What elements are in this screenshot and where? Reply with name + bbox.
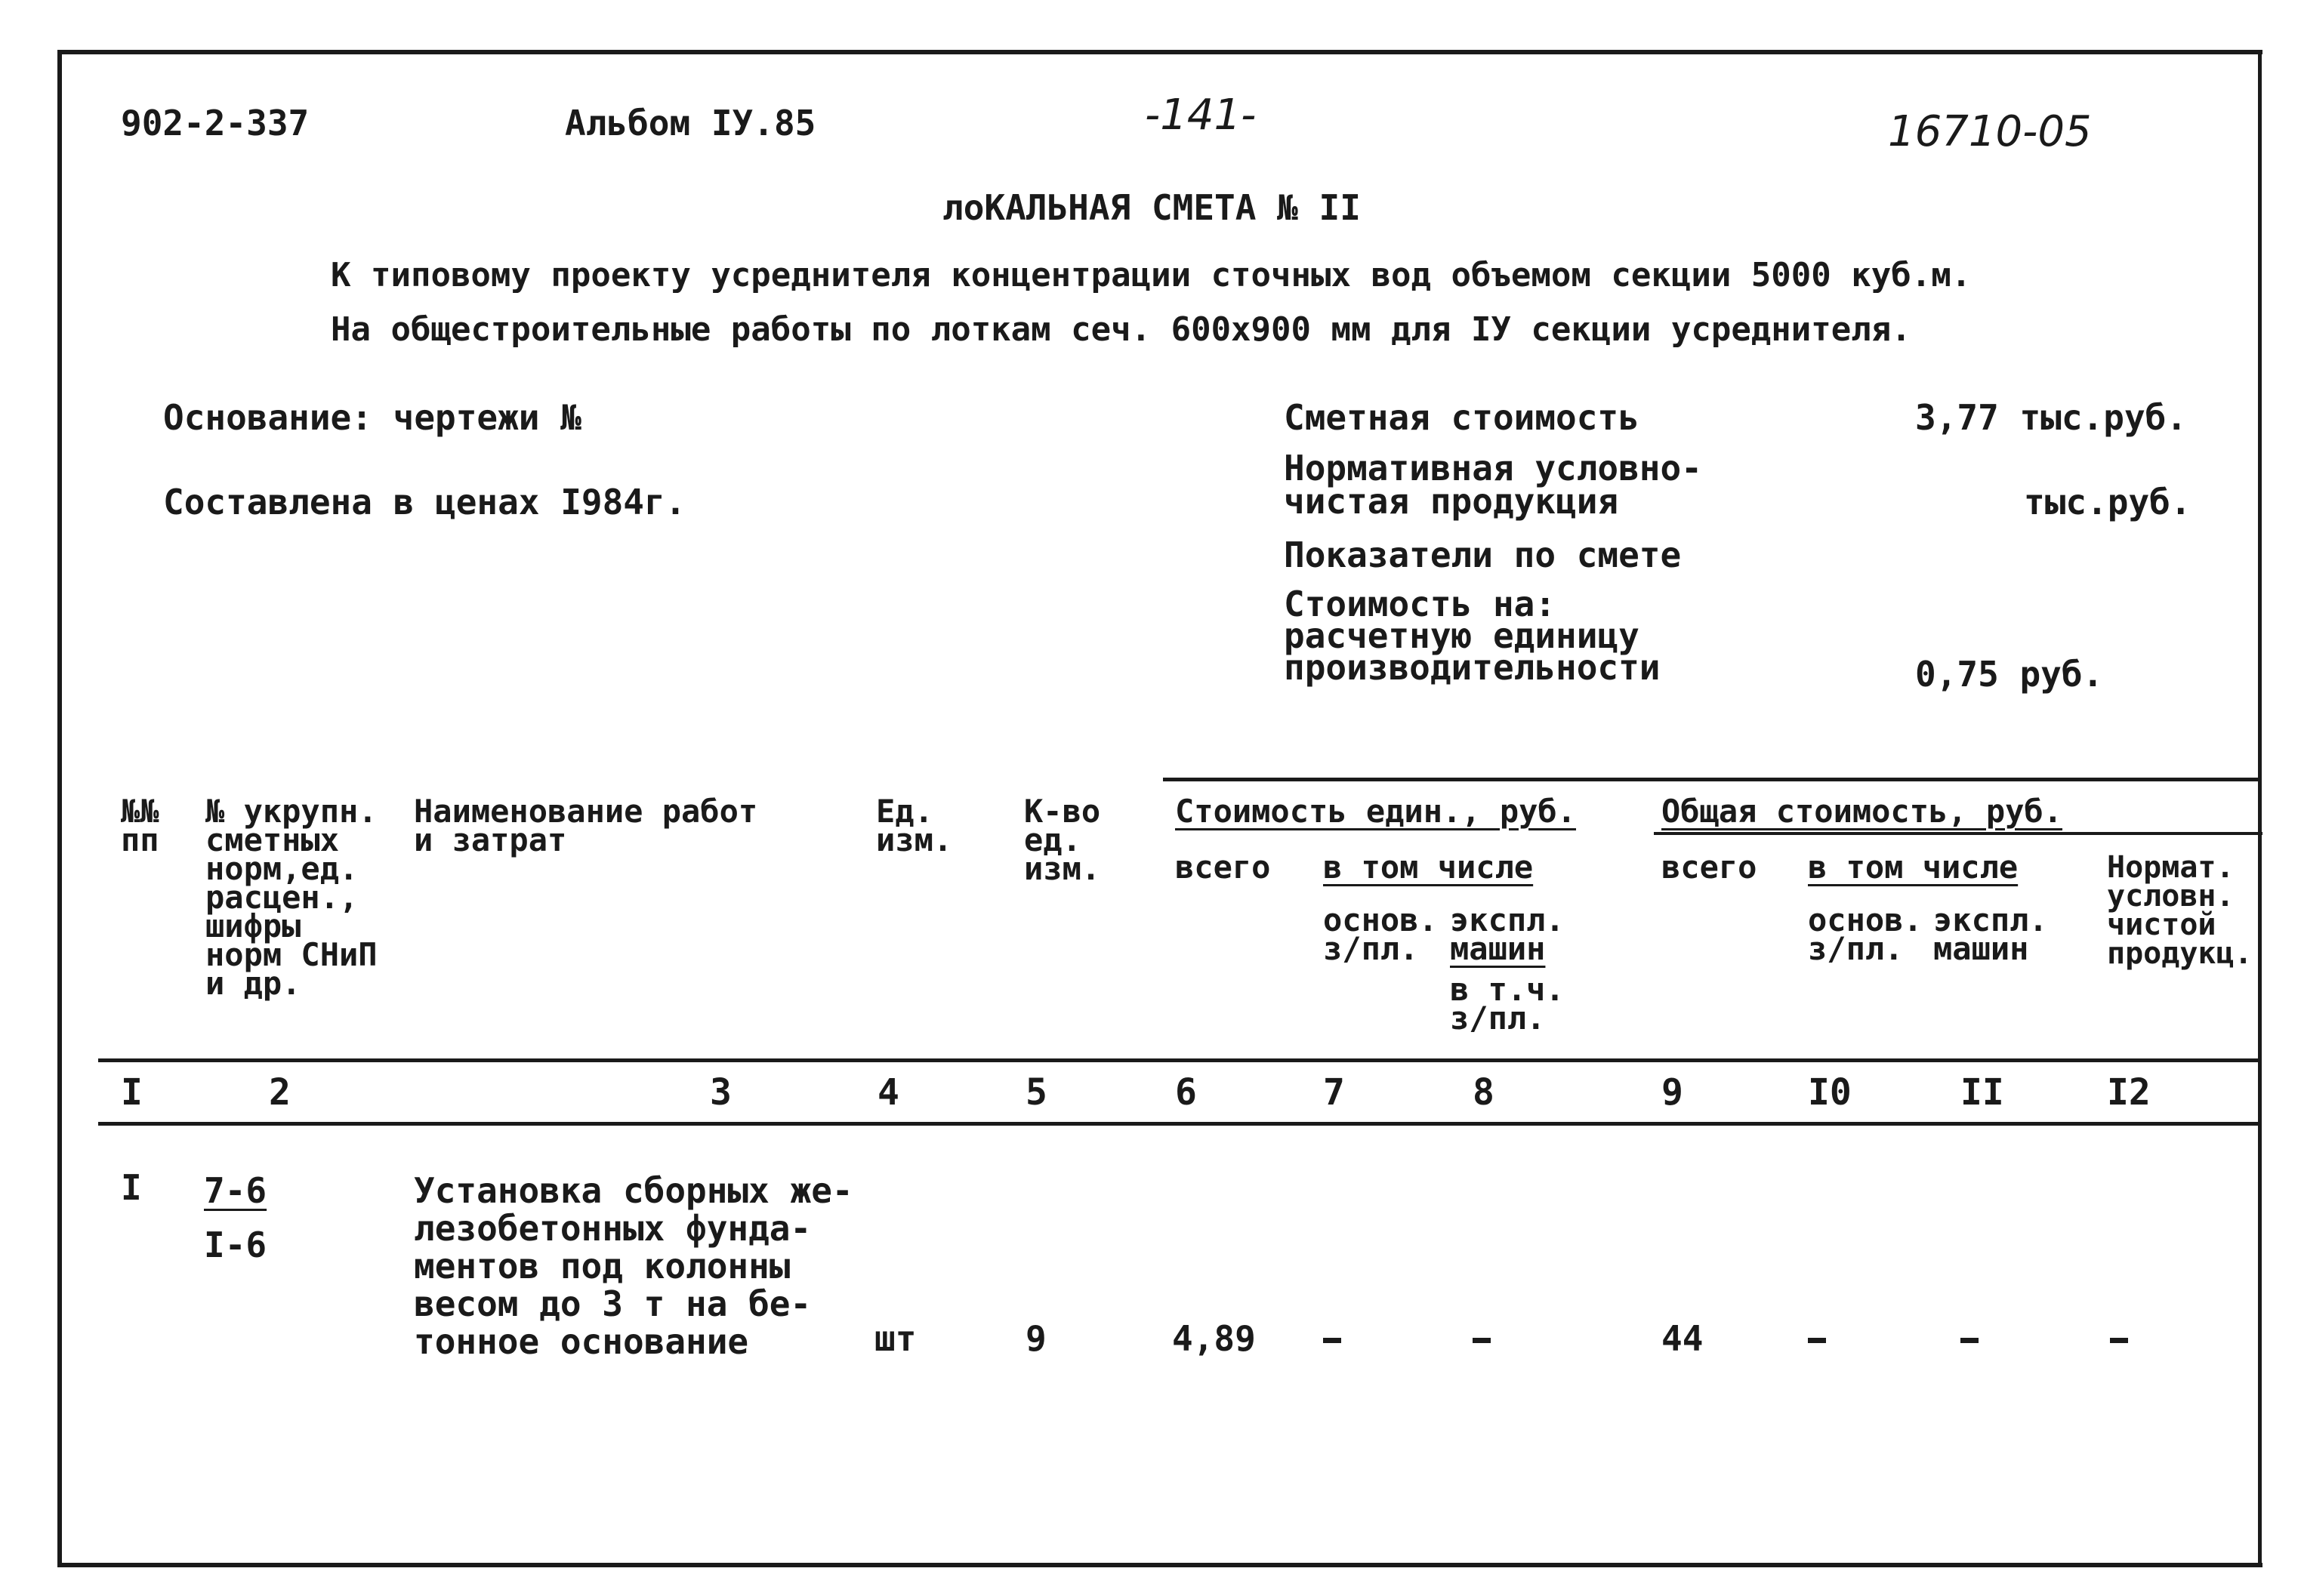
frame-right-border bbox=[2258, 50, 2262, 1567]
col-number-12: I2 bbox=[2107, 1071, 2151, 1114]
col-number-9: 9 bbox=[1661, 1071, 1683, 1114]
col-number-6: 6 bbox=[1175, 1071, 1197, 1114]
row-1-unit-machine-dash bbox=[1473, 1338, 1491, 1343]
header-quantity: К-во ед. изм. bbox=[1024, 793, 1101, 887]
header-unit-incl: в том числе bbox=[1323, 849, 1534, 886]
col-number-7: 7 bbox=[1323, 1071, 1345, 1114]
prices-label: Составлена в ценах I984г. bbox=[163, 482, 686, 522]
col-number-8: 8 bbox=[1473, 1071, 1494, 1114]
doc-code: 902-2-337 bbox=[121, 103, 310, 143]
stamp-number: 16710-05 bbox=[1888, 107, 2092, 156]
header-total-incl: в том числе bbox=[1808, 849, 2019, 886]
header-total-machine: экспл. машин bbox=[1933, 901, 2048, 967]
header-unit-machine-wage: в т.ч. з/пл. bbox=[1450, 971, 1565, 1037]
normative-value: тыс.руб. bbox=[2024, 482, 2192, 522]
unit-cost-label-3: производительности bbox=[1284, 647, 1661, 688]
album-label: Альбом IУ.85 bbox=[565, 103, 816, 143]
row-1-unit-base-dash bbox=[1323, 1338, 1341, 1343]
row-1-total: 44 bbox=[1661, 1318, 1704, 1359]
frame-top-border bbox=[57, 50, 2262, 54]
col-number-10: I0 bbox=[1808, 1071, 1852, 1114]
subtitle-line-1: К типовому проекту усреднителя концентрации сточных вод объемом секции 5000 куб.м. bbox=[331, 256, 1972, 294]
normative-label-1: Нормативная условно- bbox=[1284, 448, 1702, 488]
header-group-rule bbox=[1654, 832, 2262, 835]
header-unit-base-wage: основ. з/пл. bbox=[1323, 901, 1438, 967]
row-1-total-machine-dash bbox=[1960, 1338, 1979, 1343]
header-total-base-wage: основ. з/пл. bbox=[1808, 901, 1923, 967]
subtitle-line-2: На общестроительные работы по лоткам сеч. 600х900 мм для IУ секции усреднителя. bbox=[331, 310, 1911, 349]
header-unit-total: всего bbox=[1175, 849, 1271, 886]
header-total-cost-group: Общая стоимость, руб. bbox=[1661, 793, 2063, 830]
row-1-quantity: 9 bbox=[1026, 1318, 1047, 1359]
document-title: лоКАЛЬНАЯ СМЕТА № II bbox=[942, 187, 1361, 228]
header-norm-code: № укрупн. сметных норм,ед. расцен., шифры норм СНиП и др. bbox=[205, 793, 378, 1002]
col-number-4: 4 bbox=[878, 1071, 899, 1114]
normative-label-2: чистая продукция bbox=[1284, 481, 1619, 522]
header-unit-machine: экспл. bbox=[1450, 901, 1565, 938]
col-number-3: 3 bbox=[710, 1071, 732, 1114]
row-1-unit: шт bbox=[874, 1318, 917, 1359]
col-number-11: II bbox=[1960, 1071, 2004, 1114]
table-top-rule bbox=[1163, 778, 2259, 781]
col-number-2: 2 bbox=[269, 1071, 291, 1114]
estimated-cost-value: 3,77 тыс.руб. bbox=[1915, 397, 2188, 438]
estimated-cost-label: Сметная стоимость bbox=[1284, 397, 1639, 438]
row-1-total-base-dash bbox=[1808, 1338, 1826, 1343]
row-1-normative-dash bbox=[2110, 1338, 2128, 1343]
column-number-rule bbox=[98, 1122, 2261, 1126]
header-work-name: Наименование работ и затрат bbox=[414, 793, 758, 858]
col-number-1: I bbox=[121, 1071, 143, 1114]
header-row-number: №№ пп bbox=[121, 793, 159, 858]
row-1-code-bottom: I-6 bbox=[204, 1225, 267, 1265]
basis-label: Основание: чертежи № bbox=[163, 397, 581, 438]
frame-left-border bbox=[57, 50, 62, 1567]
header-total-total: всего bbox=[1661, 849, 1757, 886]
header-unit: Ед. изм. bbox=[876, 793, 953, 858]
unit-cost-value: 0,75 руб. bbox=[1915, 654, 2104, 695]
row-1-code-top: 7-6 bbox=[204, 1170, 267, 1211]
unit-cost-label-1: Стоимость на: bbox=[1284, 584, 1556, 624]
row-1-work-name: Установка сборных же- лезобетонных фунда- ментов под колонны весом до 3 т на бе- тонное основание bbox=[414, 1170, 853, 1362]
header-unit-cost-group: Стоимость един., руб. bbox=[1175, 793, 1577, 830]
header-normative-product: Нормат. условн. чистой продукц. bbox=[2107, 850, 2253, 971]
row-1-unit-total: 4,89 bbox=[1172, 1318, 1256, 1359]
row-1-number: I bbox=[121, 1167, 142, 1208]
col-number-5: 5 bbox=[1026, 1071, 1047, 1114]
header-unit-machine-2: машин bbox=[1450, 930, 1546, 967]
header-bottom-rule bbox=[98, 1058, 2261, 1062]
unit-cost-label-2: расчетную единицу bbox=[1284, 615, 1639, 656]
frame-bottom-border bbox=[57, 1563, 2262, 1567]
page-number: -141- bbox=[1145, 91, 1257, 140]
indicators-label: Показатели по смете bbox=[1284, 535, 1682, 575]
